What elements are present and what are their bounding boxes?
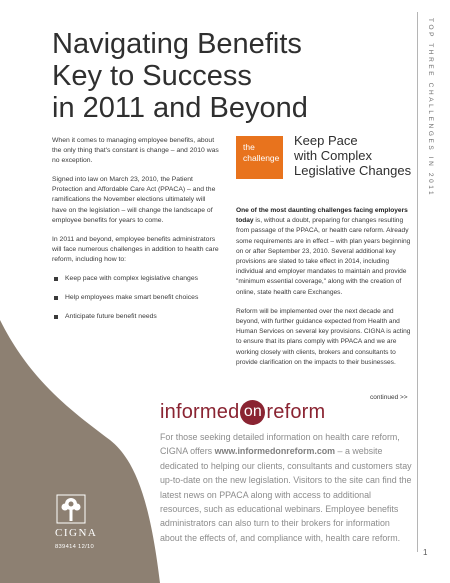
title-line-3: in 2011 and Beyond (52, 92, 308, 124)
cigna-wordmark: CIGNA (55, 527, 98, 539)
square-bullet-icon (54, 296, 58, 300)
logo-text-reform: reform (266, 400, 326, 423)
intro-paragraph-3: In 2011 and beyond, employee benefits administrators will face numerous challenges in addition to health care reform, including how to: (52, 235, 219, 263)
intro-column (52, 136, 220, 331)
section-lead-in: One of the most daunting challenges facing employers today (236, 207, 408, 225)
section-body (236, 206, 414, 377)
list-item-text: Keep pace with complex legislative changes (65, 275, 198, 283)
continued-link[interactable]: continued >> (370, 394, 408, 401)
info-text-after: – a website dedicated to helping our clients, consultants and customers stay up-to-date on the new legislation. Visitors to the site can find the latest news on PPACA along with access to additional resources, such as educational webinars. Employee benefits administrators can also turn to their brokers for information about the effects of, and compliance with, health care reform. (160, 446, 412, 543)
challenge-list (52, 274, 220, 322)
section-heading-line-2: with Complex (294, 148, 373, 163)
logo-text-informed: informed (160, 400, 240, 423)
square-bullet-icon (54, 315, 58, 319)
info-paragraph (160, 430, 414, 545)
title-line-2: Key to Success (52, 60, 252, 92)
section-paragraph-1 (236, 206, 414, 298)
page-title (52, 28, 382, 124)
list-item-text: Anticipate future benefit needs (65, 313, 157, 321)
sidebar-divider (417, 12, 418, 552)
challenge-badge (236, 136, 283, 179)
website-link[interactable]: www.informedonreform.com (214, 446, 336, 457)
informed-on-reform-logo (160, 399, 325, 425)
challenge-badge-line-2: challenge (243, 153, 280, 163)
square-bullet-icon (54, 277, 58, 281)
list-item-text: Help employees make smart benefit choices (65, 294, 199, 302)
section-paragraph-1-text: is, without a doubt, preparing for changes resulting from passage of the PPACA, or health care reform. Already some requirements are in effect – with plan years beginning on or after September 23, 2010. Several additional key provisions are slated to take effect in 2014, including individual and employer mandates to maintain and provide "minimum essential coverage," along with the creation of online, state health care Exchanges. (236, 217, 411, 296)
cigna-tree-logo-icon (56, 494, 86, 524)
sidebar-label: TOP THREE CHALLENGES IN 2011 (427, 18, 434, 198)
section-heading (294, 133, 418, 178)
intro-paragraph-2: Signed into law on March 23, 2010, the Patient Protection and Affordable Care Act (PPACA) – and the ramifications the November elections ultimately will have on the legislation – will change the landscape of employee benefits for years to come. (52, 176, 216, 224)
logo-on-badge: on (240, 400, 265, 425)
info-text-before: For those seeking detailed information on health care reform, CIGNA offers (160, 432, 400, 457)
list-item (52, 293, 220, 303)
title-line-1: Navigating Benefits (52, 28, 302, 60)
challenge-badge-line-1: the (243, 142, 255, 152)
intro-paragraph-1: When it comes to managing employee benefits, about the only thing that's constant is change – and 2010 was no exception. (52, 137, 219, 165)
document-code: 839414 12/10 (55, 544, 95, 550)
section-heading-line-3: Legislative Changes (294, 163, 412, 178)
list-item (52, 274, 220, 284)
list-item (52, 312, 220, 322)
section-heading-line-1: Keep Pace (294, 133, 358, 148)
section-paragraph-2: Reform will be implemented over the next decade and beyond, with further guidance expected from Health and Human Services on several key provisions. CIGNA is acting to ensure that its plans comply with PPACA and we are working closely with clients, brokers and consultants to provide clarification on the impacts to their businesses. (236, 307, 411, 366)
page-number: 1 (423, 548, 428, 557)
